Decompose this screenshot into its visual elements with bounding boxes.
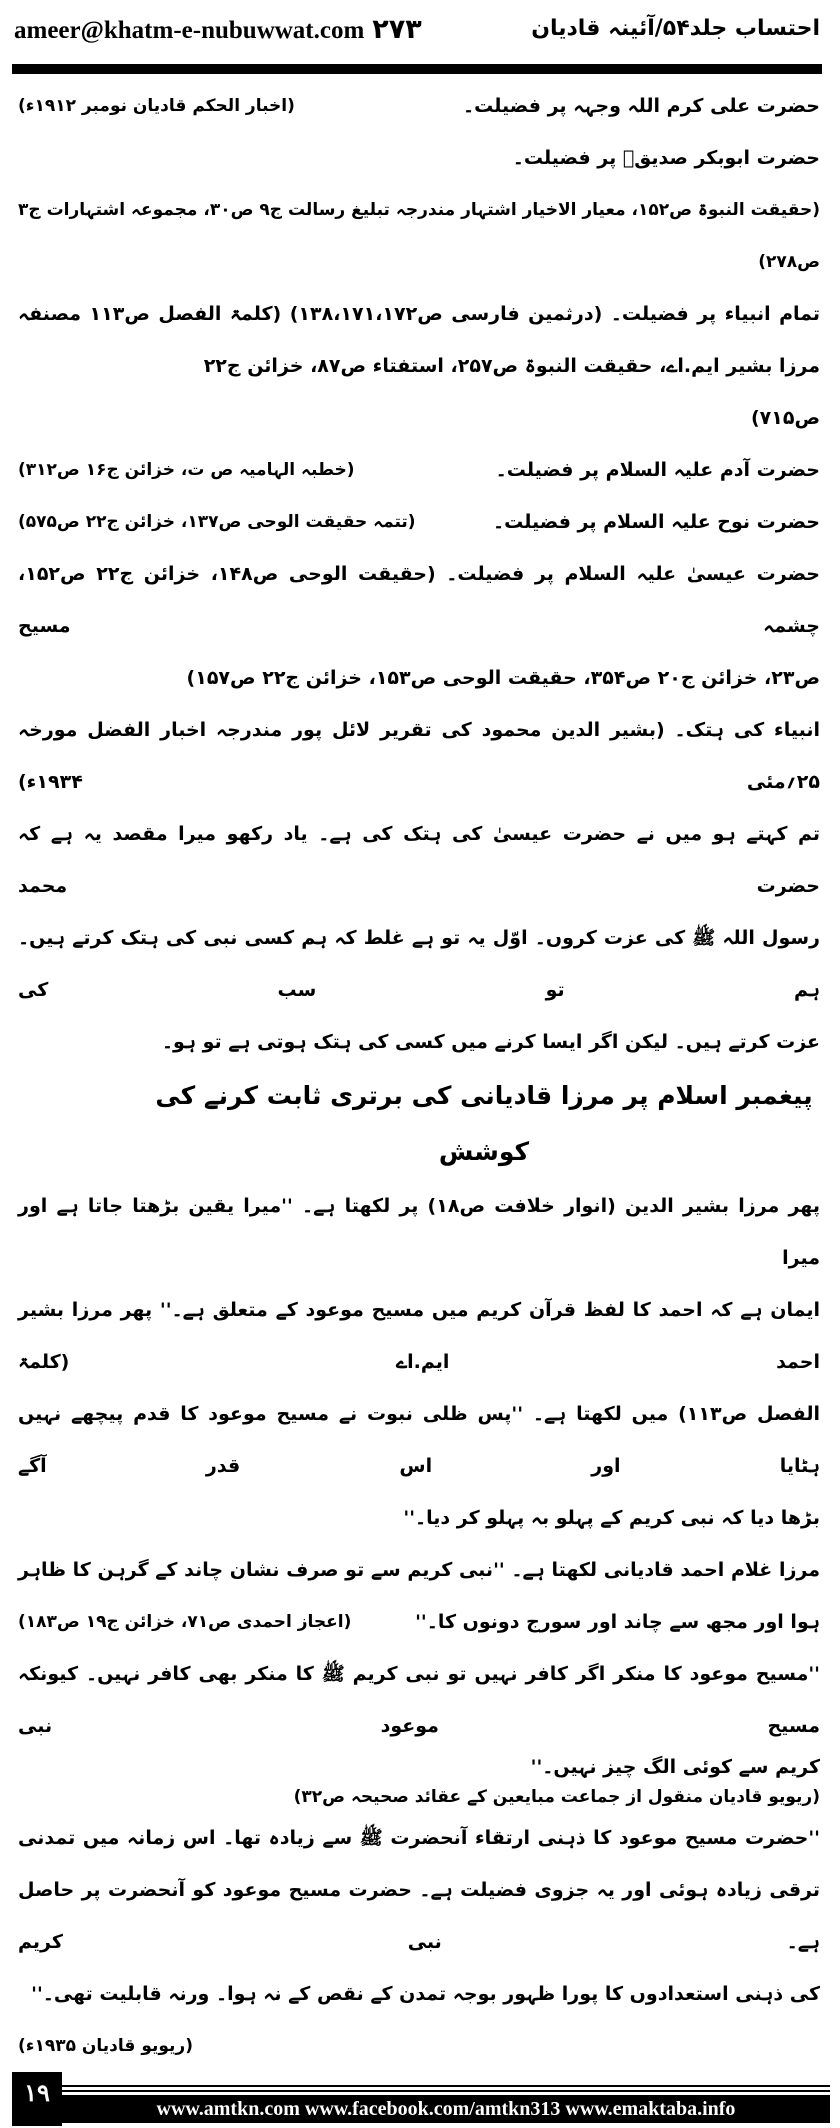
text-line: عزت کرتے ہیں۔ لیکن اگر ایسا کرنے میں کسی کی ہتک ہوتی ہے تو ہو۔ [161, 1031, 820, 1053]
book-title: احتساب جلد۵۴/آئینہ قادیان [531, 16, 820, 41]
text-line: ترقی زیادہ ہوئی اور یہ جزوی فضیلت ہے۔ حضرت مسیح موعود کو آنحضرت پر حاصل ہے۔ نبی کریم [18, 1879, 820, 1953]
line-text: ہوا اور مجھ سے چاند اور سورج دونوں کا۔'' [415, 1611, 820, 1633]
text-line: مرزا بشیر ایم.اے، حقیقت النبوۃ ص۲۵۷، استفتاء ص۸۷، خزائن ج۲۲ ص۷۱۵) [203, 355, 820, 429]
text-line [18, 1752, 820, 1812]
footer-page-badge: ۱۹ [12, 2072, 62, 2126]
text-line: مرزا غلام احمد قادیانی لکھتا ہے۔ ''نبی کریم سے تو صرف نشان چاند کے گرہن کا ظاہر [18, 1559, 820, 1581]
footer-rule [62, 2090, 830, 2092]
text-line: ''حضرت مسیح موعود کا ذہنی ارتقاء آنحضرت ﷺ سے زیادہ تھا۔ اس زمانہ میں تمدنی [18, 1827, 820, 1849]
text-line: پھر مرزا بشیر الدین (انوار خلافت ص۱۸) پر لکھتا ہے۔ ''میرا یقین بڑھتا جاتا ہے اور میرا [18, 1195, 820, 1269]
line-text: حضرت علی کرم اللہ وجہہ پر فضیلت۔ [463, 95, 820, 117]
line-text: حضرت آدم علیہ السلام پر فضیلت۔ [495, 459, 820, 481]
text-line: ص۲۳، خزائن ج۲۰ ص۳۵۴، حقیقت الوحی ص۱۵۳، خزائن ج۲۲ ص۱۵۷) [186, 667, 820, 689]
text-line: رسول اللہ ﷺ کی عزت کروں۔ اوّل یہ تو ہے غلط کہ ہم کسی نبی کی ہتک کرتے ہیں۔ ہم تو سب کی [18, 927, 820, 1001]
text-line: تم کہتے ہو میں نے حضرت عیسیٰ کی ہتک کی ہے۔ یاد رکھو میرا مقصد یہ ہے کہ حضرت محمد [18, 823, 820, 897]
citation: (تتمہ حقیقت الوحی ص۱۳۷، خزائن ج۲۲ ص۵۷۵) [18, 512, 416, 532]
header-rule [12, 64, 822, 74]
footer-links: www.amtkn.com www.facebook.com/amtkn313 www.emaktaba.info [62, 2095, 830, 2123]
page-body [0, 80, 840, 2072]
citation: (اخبار الحکم قادیان نومبر ۱۹۱۲ء) [18, 96, 295, 116]
citation: (خطبہ الہامیہ ص ت، خزائن ج۱۶ ص۳۱۲) [18, 460, 355, 480]
text-line [18, 1596, 820, 1648]
text-line: حضرت عیسیٰ علیہ السلام پر فضیلت۔ (حقیقت الوحی ص۱۴۸، خزائن ج۲۲ ص۱۵۲، چشمہ مسیح [18, 563, 820, 637]
text-line [18, 496, 820, 548]
footer-rule [62, 2085, 830, 2087]
header-left [14, 14, 422, 45]
page-header [0, 0, 840, 80]
line-text: کریم سے کوئی الگ چیز نہیں۔'' [530, 1756, 820, 1778]
citation-line: (ریویو قادیان ۱۹۳۵ء) [18, 2036, 193, 2056]
page-footer [0, 2072, 840, 2128]
text-line: حضرت ابوبکر صدیقؓ پر فضیلت۔ [512, 147, 820, 169]
header-email: ameer@khatm-e-nubuwwat.com [14, 17, 365, 44]
page-number: ۲۷۳ [372, 14, 422, 45]
text-line [18, 444, 820, 496]
text-line: ''مسیح موعود کا منکر اگر کافر نہیں تو نبی کریم ﷺ کا منکر بھی کافر نہیں۔ کیونکہ مسیح موعود نبی [18, 1663, 820, 1737]
section-heading: پیغمبر اسلام پر مرزا قادیانی کی برتری ثابت کرنے کی کوشش [155, 1081, 813, 1166]
text-line: الفصل ص۱۱۳) میں لکھتا ہے۔ ''پس ظلی نبوت نے مسیح موعود کا قدم پیچھے نہیں ہٹایا اور اس قدر آگے [18, 1403, 820, 1477]
text-line: ایمان ہے کہ احمد کا لفظ قرآن کریم میں مسیح موعود کے متعلق ہے۔'' پھر مرزا بشیر احمد ایم.اے (کلمۃ [18, 1299, 820, 1373]
citation: (اعجاز احمدی ص۷۱، خزائن ج۱۹ ص۱۸۳) [18, 1612, 352, 1632]
text-line: انبیاء کی ہتک۔ (بشیر الدین محمود کی تقریر لائل پور مندرجہ اخبار الفضل مورخہ ۲۵؍مئی ۱۹۳۴ء) [18, 719, 820, 793]
text-line [18, 80, 820, 132]
line-text: حضرت نوح علیہ السلام پر فضیلت۔ [493, 511, 820, 533]
text-line: کی ذہنی استعدادوں کا پورا ظہور بوجہ تمدن کے نقص کے نہ ہوا۔ ورنہ قابلیت تھی۔'' [31, 1983, 820, 2005]
text-line: تمام انبیاء پر فضیلت۔ (درثمین فارسی ص۱۳۸،۱۷۱،۱۷۲) (کلمۃ الفصل ص۱۱۳ مصنفہ [18, 303, 821, 325]
text-line: بڑھا دیا کہ نبی کریم کے پہلو بہ پہلو کر دیا۔'' [403, 1507, 820, 1529]
citation-line: (حقیقت النبوۃ ص۱۵۲، معیار الاخیار اشتہار مندرجہ تبلیغ رسالت ج۹ ص۳۰، مجموعہ اشتہارات ج۳ ص۲۷۸) [18, 200, 820, 272]
citation: (ریویو قادیان منقول از جماعت مبایعین کے عقائد صحیحہ ص۳۲) [293, 1787, 820, 1807]
